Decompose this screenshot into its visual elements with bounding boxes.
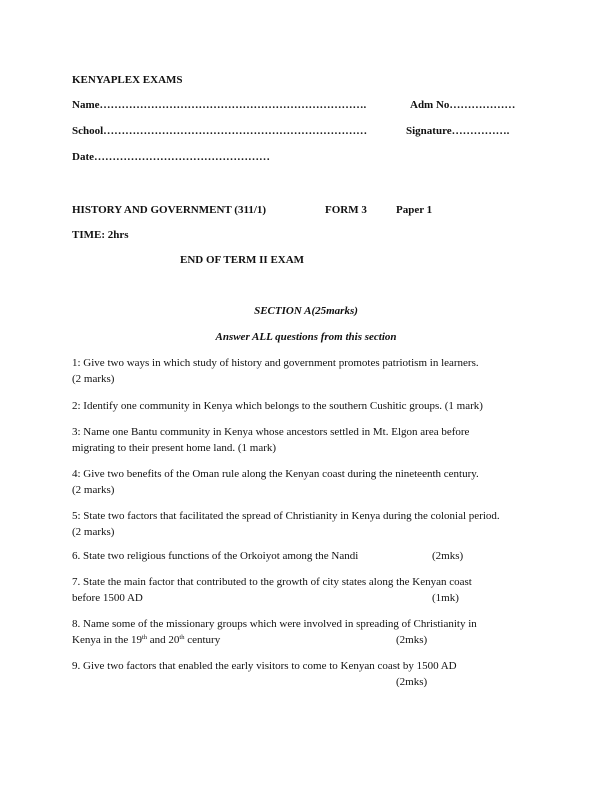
question-marks: (2mks): [396, 676, 428, 688]
superscript: th: [141, 634, 148, 641]
question-text: 3: Name one Bantu community in Kenya whose ancestors settled in Mt. Elgon area before: [72, 426, 470, 438]
question-text: 1: Give two ways in which study of history and government promotes patriotism in learners.: [72, 357, 479, 369]
superscript: th: [179, 634, 185, 641]
time: TIME: 2hrs: [72, 229, 129, 241]
question-marks: (2mks): [396, 634, 428, 646]
question-text: 6. State two religious functions of the Orkoiyot among the Nandi: [72, 550, 359, 562]
question-text: 7. State the main factor that contributed to the growth of city states along the Kenyan coast: [72, 576, 472, 588]
org-name: KENYAPLEX EXAMS: [72, 74, 183, 86]
text-part: Kenya in the 19: [72, 634, 142, 646]
subject: HISTORY AND GOVERNMENT (311/1): [72, 204, 267, 216]
question-text-cont: [72, 633, 220, 647]
paper: Paper 1: [396, 204, 433, 216]
question-text: 2: Identify one community in Kenya which belongs to the southern Cushitic groups. (1 mark): [72, 400, 483, 412]
question-text: 4: Give two benefits of the Oman rule along the Kenyan coast during the nineteenth century.: [72, 468, 479, 480]
question-text-cont: migrating to their present home land. (1 mark): [72, 442, 277, 454]
question-text-cont: before 1500 AD: [72, 592, 143, 604]
adm-no-field: Adm No………………: [410, 99, 516, 111]
name-field: Name……………………………………………………………….: [72, 99, 367, 111]
section-instruction: Answer ALL questions from this section: [215, 331, 397, 343]
form: FORM 3: [325, 204, 367, 216]
exam-title: END OF TERM II EXAM: [180, 254, 305, 266]
question-marks: (2 marks): [72, 373, 115, 385]
section-title: SECTION A(25marks): [254, 305, 358, 317]
text-part: century: [184, 634, 221, 646]
question-marks: (1mk): [432, 592, 459, 604]
question-marks: (2mks): [432, 550, 464, 562]
question-marks: (2 marks): [72, 484, 115, 496]
school-field: School………………………………………………………………: [72, 125, 368, 137]
question-marks: (2 marks): [72, 526, 115, 538]
date-field: Date…………………………………………: [72, 151, 270, 163]
text-part: and 20: [147, 634, 180, 646]
signature-field: Signature…………….: [406, 125, 510, 137]
question-text: 8. Name some of the missionary groups which were involved in spreading of Christianity in: [72, 618, 477, 630]
question-text: 5: State two factors that facilitated the spread of Christianity in Kenya during the colonial period.: [72, 510, 500, 522]
question-text: 9. Give two factors that enabled the early visitors to come to Kenyan coast by 1500 AD: [72, 660, 457, 672]
